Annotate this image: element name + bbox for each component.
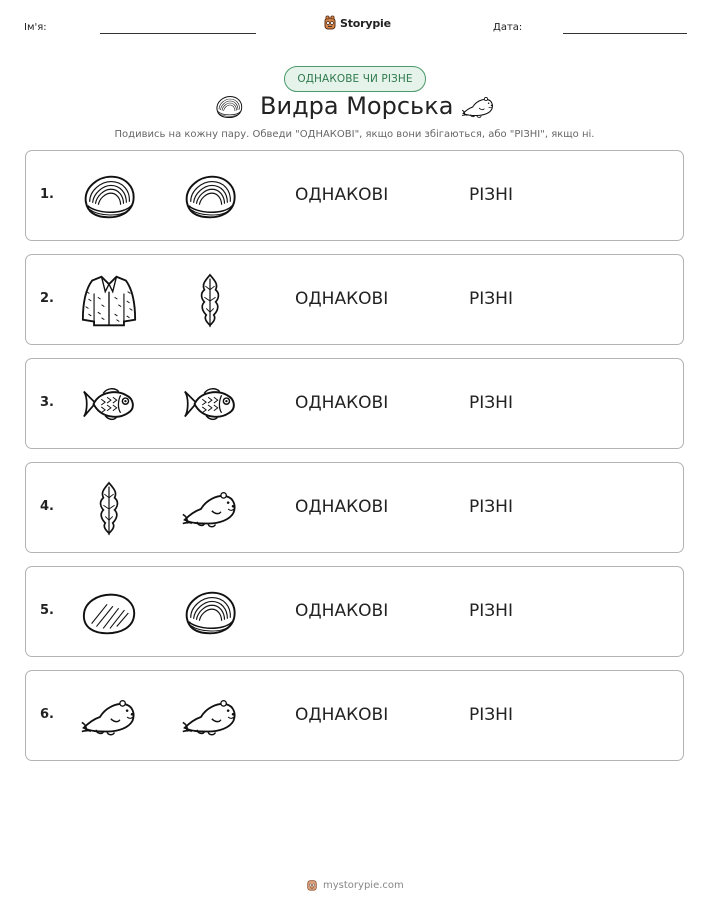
question-row [25,462,684,553]
question-number: 3. [40,395,54,410]
different-option[interactable]: РІЗНІ [469,497,513,517]
different-option[interactable]: РІЗНІ [469,705,513,725]
kelp-leaf-icon [80,481,138,537]
storypie-mascot-icon [306,878,318,892]
activity-type-badge: ОДНАКОВЕ ЧИ РІЗНЕ [284,66,426,92]
storypie-mascot-icon [323,15,337,31]
same-option[interactable]: ОДНАКОВІ [295,185,389,205]
question-row [25,254,684,345]
different-option[interactable]: РІЗНІ [469,289,513,309]
clam-icon [80,169,138,225]
same-option[interactable]: ОДНАКОВІ [295,289,389,309]
fish-icon [181,377,239,433]
question-number: 4. [40,499,54,514]
same-option[interactable]: ОДНАКОВІ [295,497,389,517]
question-number: 2. [40,291,54,306]
same-option[interactable]: ОДНАКОВІ [295,601,389,621]
kelp-leaf-icon [181,273,239,329]
clam-icon [181,169,239,225]
different-option[interactable]: РІЗНІ [469,185,513,205]
fish-icon [80,377,138,433]
question-row [25,150,684,241]
question-row [25,566,684,657]
title-row [0,92,709,126]
sea-otter-icon [80,689,138,745]
question-number: 5. [40,603,54,618]
worksheet-header [0,14,709,42]
date-label: Дата: [493,22,523,33]
instructions: Подивись на кожну пару. Обведи "ОДНАКОВІ", якщо вони збігаються, або "РІЗНІ", якщо ні. [114,129,595,140]
name-write-line[interactable] [100,33,256,34]
fur-coat-icon [80,273,138,329]
question-number: 1. [40,187,54,202]
rock-icon [80,585,138,641]
question-row [25,670,684,761]
sea-otter-icon [181,689,239,745]
date-write-line[interactable] [563,33,687,34]
brand-name: Storypie [340,16,391,30]
footer [306,878,404,892]
sea-otter-icon [461,94,495,120]
different-option[interactable]: РІЗНІ [469,393,513,413]
page-title: Видра Морська [260,92,454,120]
same-option[interactable]: ОДНАКОВІ [295,393,389,413]
footer-url[interactable]: mystorypie.com [323,879,404,891]
different-option[interactable]: РІЗНІ [469,601,513,621]
brand-logo [323,14,391,32]
clam-icon [181,585,239,641]
sea-otter-icon [181,481,239,537]
clam-icon [214,94,244,120]
question-row [25,358,684,449]
question-number: 6. [40,707,54,722]
name-label: Ім'я: [24,22,47,33]
same-option[interactable]: ОДНАКОВІ [295,705,389,725]
